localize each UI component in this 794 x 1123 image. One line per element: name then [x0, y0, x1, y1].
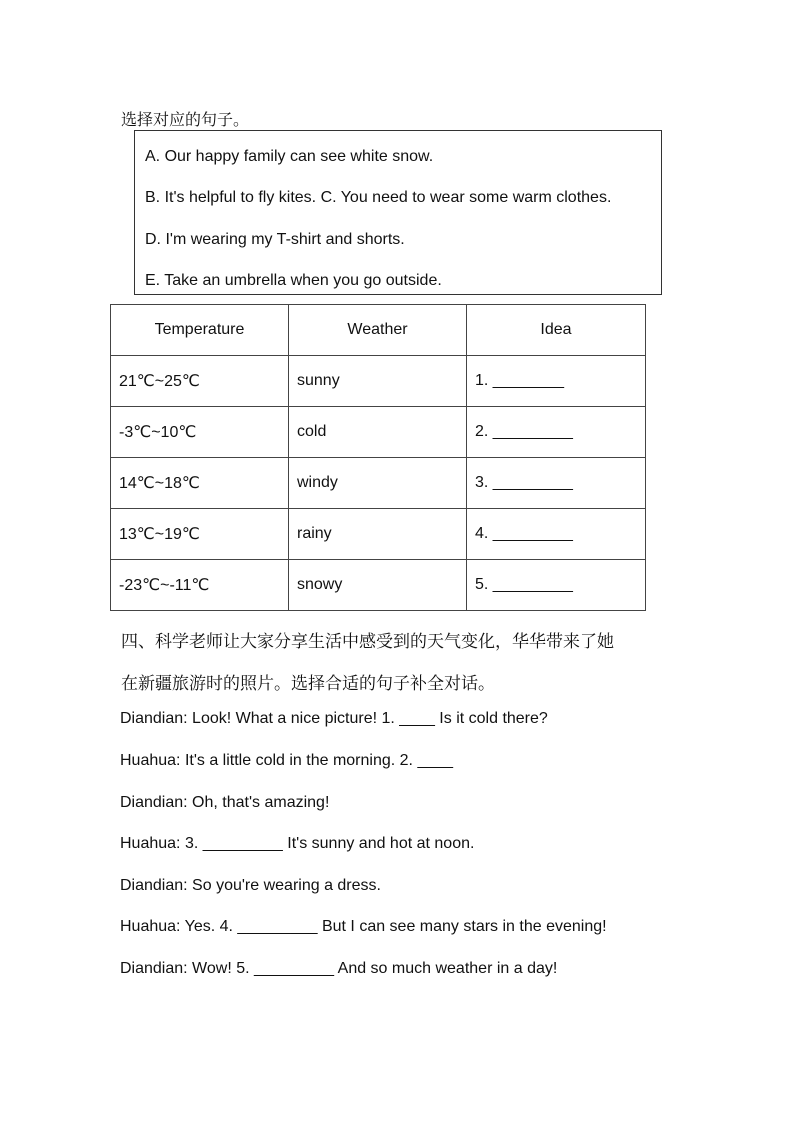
weather-table — [110, 304, 646, 611]
cell-temperature: 13℃~19℃ — [111, 509, 289, 560]
cell-weather: sunny — [289, 356, 467, 407]
header-idea: Idea — [467, 305, 646, 356]
section4-line2: 在新疆旅游时的照片。选择合适的句子补全对话。 — [121, 674, 495, 693]
dialogue-line: Huahua: It's a little cold in the morning. 2. ____ — [120, 752, 454, 769]
header-temperature: Temperature — [111, 305, 289, 356]
option-a: A. Our happy family can see white snow. — [145, 148, 434, 165]
table-header-row — [111, 305, 646, 356]
dialogue-line: Diandian: Oh, that's amazing! — [120, 794, 330, 811]
cell-temperature: 14℃~18℃ — [111, 458, 289, 509]
table-row — [111, 560, 646, 611]
dialogue-line: Huahua: Yes. 4. _________ But I can see many stars in the evening! — [120, 918, 607, 935]
cell-idea: 3. _________ — [467, 458, 646, 509]
table-row — [111, 356, 646, 407]
table-row — [111, 509, 646, 560]
dialogue-line: Huahua: 3. _________ It's sunny and hot at noon. — [120, 835, 475, 852]
cell-idea: 4. _________ — [467, 509, 646, 560]
dialogue-line: Diandian: So you're wearing a dress. — [120, 877, 381, 894]
header-weather: Weather — [289, 305, 467, 356]
table-row — [111, 458, 646, 509]
table-row — [111, 407, 646, 458]
instruction-text: 选择对应的句子。 — [121, 112, 250, 129]
cell-weather: cold — [289, 407, 467, 458]
option-b-c: B. It's helpful to fly kites. C. You need to wear some warm clothes. — [145, 189, 612, 206]
option-d: D. I'm wearing my T-shirt and shorts. — [145, 231, 405, 248]
cell-weather: rainy — [289, 509, 467, 560]
cell-idea: 5. _________ — [467, 560, 646, 611]
cell-temperature: -3℃~10℃ — [111, 407, 289, 458]
cell-weather: snowy — [289, 560, 467, 611]
cell-temperature: 21℃~25℃ — [111, 356, 289, 407]
dialogue-line: Diandian: Look! What a nice picture! 1. ____ Is it cold there? — [120, 710, 548, 727]
cell-temperature: -23℃~-11℃ — [111, 560, 289, 611]
section4-line1: 四、科学老师让大家分享生活中感受到的天气变化，华华带来了她 — [121, 632, 614, 651]
option-e: E. Take an umbrella when you go outside. — [145, 272, 442, 289]
cell-idea: 2. _________ — [467, 407, 646, 458]
cell-idea: 1. ________ — [467, 356, 646, 407]
cell-weather: windy — [289, 458, 467, 509]
options-box — [134, 130, 662, 295]
dialogue-line: Diandian: Wow! 5. _________ And so much weather in a day! — [120, 960, 558, 977]
